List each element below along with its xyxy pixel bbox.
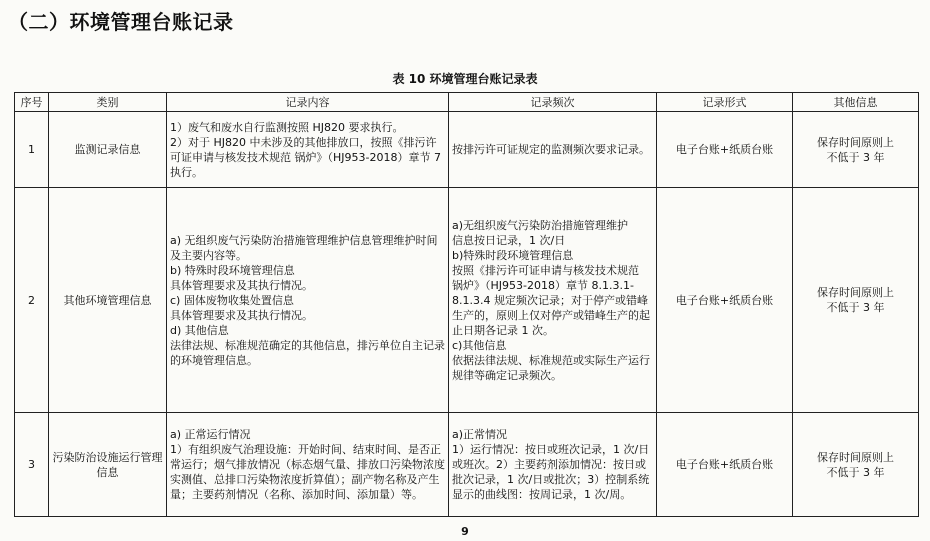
frequency-line: c)其他信息 [452, 338, 507, 352]
frequency-line: a)无组织废气污染防治措施管理维护 [452, 218, 629, 232]
content-line: 具体管理要求及其执行情况。 [170, 278, 313, 292]
row-number: 2 [15, 188, 49, 413]
content-line: a) 无组织废气污染防治措施管理维护信息管理维护时间及主要内容等。 [170, 233, 438, 262]
content-line: c) 固体废物收集处置信息 [170, 293, 294, 307]
content-line: d) 其他信息 [170, 323, 229, 337]
frequency-line: 信息按日记录，1 次/日 [452, 233, 566, 247]
row-content [167, 413, 449, 517]
row-form: 电子台账+纸质台账 [657, 413, 793, 517]
other-line: 不低于 3 年 [826, 301, 885, 314]
header-frequency: 记录频次 [449, 93, 657, 112]
table-row [15, 112, 919, 188]
content-line: 具体管理要求及其执行情况。 [170, 308, 313, 322]
other-line: 不低于 3 年 [826, 150, 885, 164]
other-line: 保存时间原则上 [817, 286, 894, 299]
section-title: （二）环境管理台账记录 [8, 10, 234, 34]
frequency-line: 1）运行情况：按日或班次记录，1 次/日或班次。2）主要药剂添加情况：按日或批次记录，1 次/日或批次；3）控制系统显示的曲线图：按周记录，1 次/周。 [452, 443, 650, 501]
row-number: 3 [15, 413, 49, 517]
frequency-line: a)正常情况 [452, 428, 508, 441]
content-line: 2）对于 HJ820 中未涉及的其他排放口，按照《排污许可证申请与核发技术规范 锅炉》（HJ953-2018）章节 7 执行。 [170, 135, 441, 179]
frequency-line: b)特殊时段环境管理信息 [452, 248, 574, 262]
other-line: 保存时间原则上 [817, 135, 894, 149]
row-content [167, 188, 449, 413]
frequency-line: 按照《排污许可证申请与核发技术规范 锅炉》（HJ953-2018）章节 8.1.3.1-8.1.3.4 规定频次记录；对于停产或错峰生产的，原则上仅对停产或错峰生产的起止日期各记录 1 次。 [452, 263, 650, 337]
row-frequency [449, 112, 657, 188]
header-no: 序号 [15, 93, 49, 112]
row-content [167, 112, 449, 188]
content-line: a) 正常运行情况 [170, 428, 251, 441]
row-category: 监测记录信息 [49, 112, 167, 188]
row-other [793, 112, 919, 188]
table-row [15, 413, 919, 517]
table-caption: 表 10 环境管理台账记录表 [392, 72, 538, 86]
row-other [793, 188, 919, 413]
header-category: 类别 [49, 93, 167, 112]
row-other [793, 413, 919, 517]
frequency-line: 依据法律法规、标准规范或实际生产运行规律等确定记录频次。 [452, 353, 650, 382]
other-line: 不低于 3 年 [826, 465, 885, 479]
row-frequency [449, 188, 657, 413]
content-line: 1）废气和废水自行监测按照 HJ820 要求执行。 [170, 120, 404, 134]
table-row [15, 188, 919, 413]
row-number: 1 [15, 112, 49, 188]
row-category: 污染防治设施运行管理信息 [49, 413, 167, 517]
page-number: 9 [461, 525, 469, 538]
row-form: 电子台账+纸质台账 [657, 112, 793, 188]
content-line: b) 特殊时段环境管理信息 [170, 263, 295, 277]
row-frequency [449, 413, 657, 517]
ledger-table [14, 92, 919, 517]
content-line: 法律法规、标准规范确定的其他信息，排污单位自主记录的环境管理信息。 [170, 338, 445, 367]
header-other: 其他信息 [793, 93, 919, 112]
row-form: 电子台账+纸质台账 [657, 188, 793, 413]
row-category: 其他环境管理信息 [49, 188, 167, 413]
other-line: 保存时间原则上 [817, 450, 894, 464]
header-form: 记录形式 [657, 93, 793, 112]
content-line: 1）有组织废气治理设施：开始时间、结束时间、是否正常运行；烟气排放情况（标态烟气量、排放口污染物浓度实测值、总排口污染物浓度折算值）；副产物名称及产生量；主要药剂情况（名称、添加时间、添加量）等。 [170, 443, 445, 501]
header-content: 记录内容 [167, 93, 449, 112]
frequency-line: 按排污许可证规定的监测频次要求记录。 [452, 143, 650, 156]
table-header-row [15, 93, 919, 112]
